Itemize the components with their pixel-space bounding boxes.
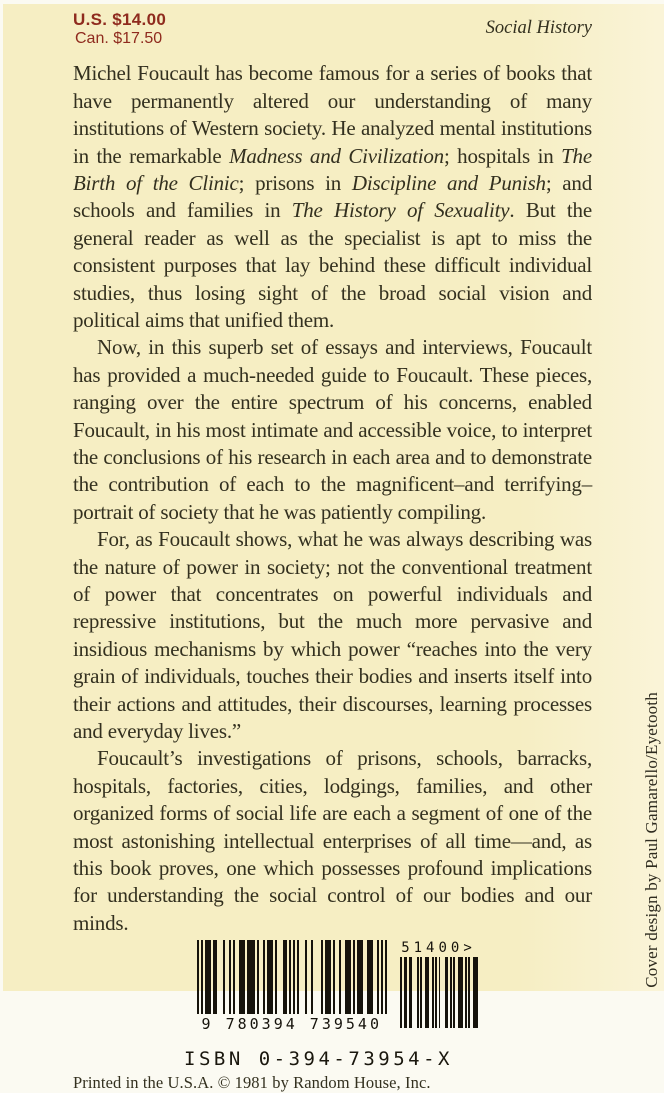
body-paragraph: Now, in this superb set of essays and interviews, Foucault has provided a much-needed guide to Foucault. These pieces, ranging over the entire spectrum of his concerns, enabled Foucault, in his most intimate and accessible voice, to interpret the conclusions of his research in each area and to demonstrate the contribution of each to the magnificent–and terrifying–portrait of society that he was patiently compiling. (73, 335, 592, 524)
price-canada: Can. $17.50 (75, 29, 163, 47)
body-paragraph: Foucault’s investigations of prisons, schools, barracks, hospitals, factories, cities, lodgings, families, and other organized forms of social life are each a segment of one of the most astonishing intellectual enterprises of all time—and, as this book proves, one which possesses profound implications for understanding the social control of our bodies and our minds. (73, 746, 592, 935)
header-row (3, 4, 664, 47)
barcode-group (3, 940, 664, 1033)
barcode-addon5 (399, 940, 479, 1028)
category-label: Social History (485, 18, 592, 38)
cover-background (3, 4, 664, 1093)
body-paragraph: For, as Foucault shows, what he was always describing was the nature of power in society; not the conventional treatment of power that concentrates on powerful individuals and repressive institutions, but the much more pervasive and insidious mechanisms by which power “reaches into the very grain of individuals, touches their bodies and inserts itself into their actions and attitudes, their discourses, learning processes and everyday lives.” (73, 527, 592, 744)
copyright-notice: Printed in the U.S.A. © 1981 by Random House, Inc. (73, 1073, 431, 1093)
isbn-text: ISBN 0-394-73954-X (184, 1048, 453, 1071)
price-us: U.S. $14.00 (73, 10, 167, 29)
barcode-ean13 (197, 940, 387, 1033)
barcode-ean13-digits: 9 780394 739540 (201, 1015, 382, 1034)
barcode-ean13-bars (197, 940, 387, 1014)
body-text (73, 60, 592, 937)
body-paragraph: Michel Foucault has become famous for a series of books that have permanently altered our understanding of many institutions of Western society. He analyzed mental institutions in the remarkable Madness and Civilization; hospitals in The Birth of the Clinic; prisons in Discipline and Punish; and schools and families in The History of Sexuality. But the general reader as well as the specialist is apt to miss the consistent purposes that lay behind these difficult individual studies, thus losing sight of the broad social vision and political aims that unified them. (73, 61, 593, 332)
cover-design-credit: Cover design by Paul Gamarello/Eyetooth (642, 692, 661, 988)
barcode-addon5-bars (399, 957, 479, 1028)
barcode-addon5-digits: 51400> (401, 940, 476, 957)
price-block (73, 11, 166, 47)
